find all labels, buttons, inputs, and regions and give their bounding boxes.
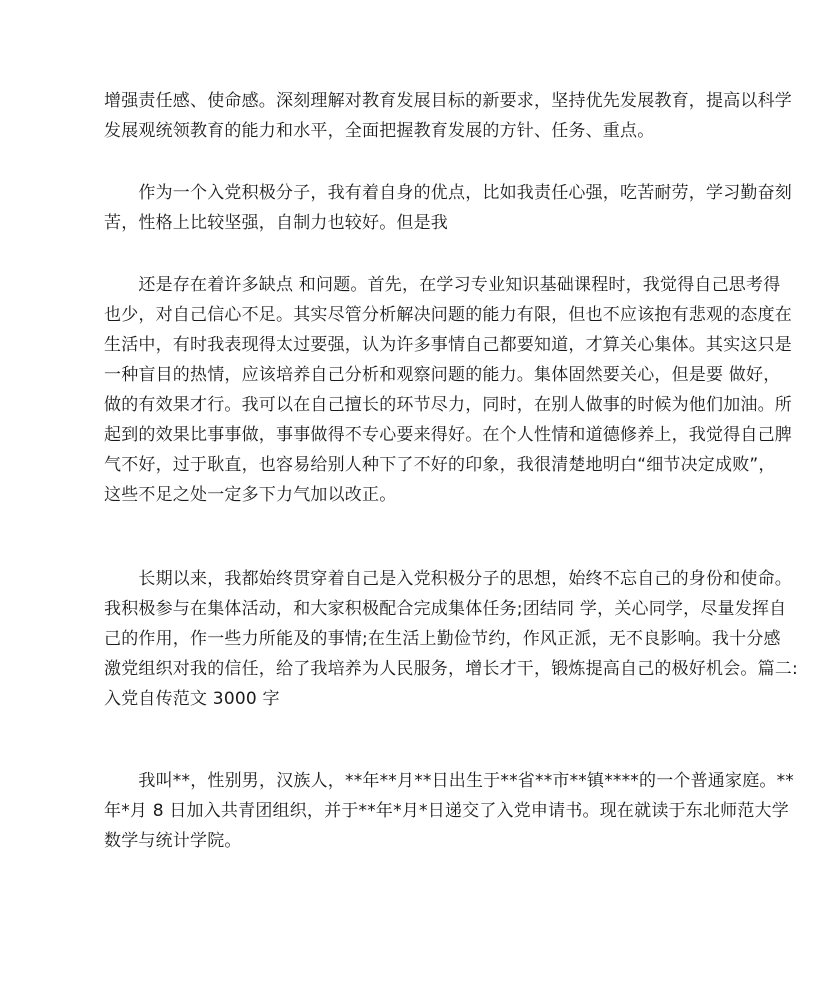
text-line: 我积极参与在集体活动，和大家积极配合完成集体任务;团结同 学，关心同学，尽量发挥自	[104, 599, 787, 619]
text-line: 生活中，有时我表现得太过要强，认为许多事情自己都要知道，才算关心集体。其实这只是	[104, 335, 792, 355]
paragraph-3	[104, 270, 792, 510]
text-line: 数学与统计学院。	[104, 831, 242, 851]
text-line: 一种盲目的热情，应该培养自己分析和观察问题的能力。集体固然要关心，但是要 做好，	[104, 365, 781, 385]
text-line: 激党组织对我的信任，给了我培养为人民服务，增长才干，锻炼提高自己的极好机会。篇二:	[104, 659, 798, 679]
text-line: 也少，对自己信心不足。其实尽管分析解决问题的能力有限，但也不应该抱有悲观的态度在	[104, 305, 792, 325]
text-line: 入党自传范文 3000 字	[104, 689, 280, 709]
text-line: 作为一个入党积极分子，我有着自身的优点，比如我责任心强，吃苦耐劳，学习勤奋刻	[104, 183, 792, 203]
paragraph-4	[104, 564, 798, 714]
text-line: 做的有效果才行。我可以在自己擅长的环节尽力，同时，在别人做事的时候为他们加油。所	[104, 395, 792, 415]
paragraph-1	[104, 86, 792, 146]
text-line: 己的作用，作一些力所能及的事情;在生活上勤俭节约，作风正派，无不良影响。我十分感	[104, 629, 781, 649]
text-line: 苦，性格上比较坚强，自制力也较好。但是我	[104, 213, 448, 233]
text-line: 我叫**，性别男，汉族人，**年**月**日出生于**省**市**镇****的一个普通家庭。**	[104, 771, 794, 791]
text-line: 起到的效果比事事做，事事做得不专心要来得好。在个人性情和道德修养上，我觉得自己脾	[104, 425, 792, 445]
text-line: 发展观统领教育的能力和水平，全面把握教育发展的方针、任务、重点。	[104, 121, 655, 141]
text-line: 年*月 8 日加入共青团组织，并于**年*月*日递交了入党申请书。现在就读于东北师范大学	[104, 801, 789, 821]
text-line: 这些不足之处一定多下力气加以改正。	[104, 485, 397, 505]
text-line: 气不好，过于耿直，也容易给别人种下了不好的印象，我很清楚地明白“细节决定成败”，	[104, 455, 776, 475]
paragraph-2	[104, 178, 792, 238]
text-line: 长期以来，我都始终贯穿着自己是入党积极分子的思想，始终不忘自己的身份和使命。	[104, 569, 792, 589]
paragraph-5	[104, 766, 794, 856]
text-line: 还是存在着许多缺点 和问题。首先，在学习专业知识基础课程时，我觉得自己思考得	[104, 275, 781, 295]
text-line: 增强责任感、使命感。深刻理解对教育发展目标的新要求，坚持优先发展教育，提高以科学	[104, 91, 792, 111]
